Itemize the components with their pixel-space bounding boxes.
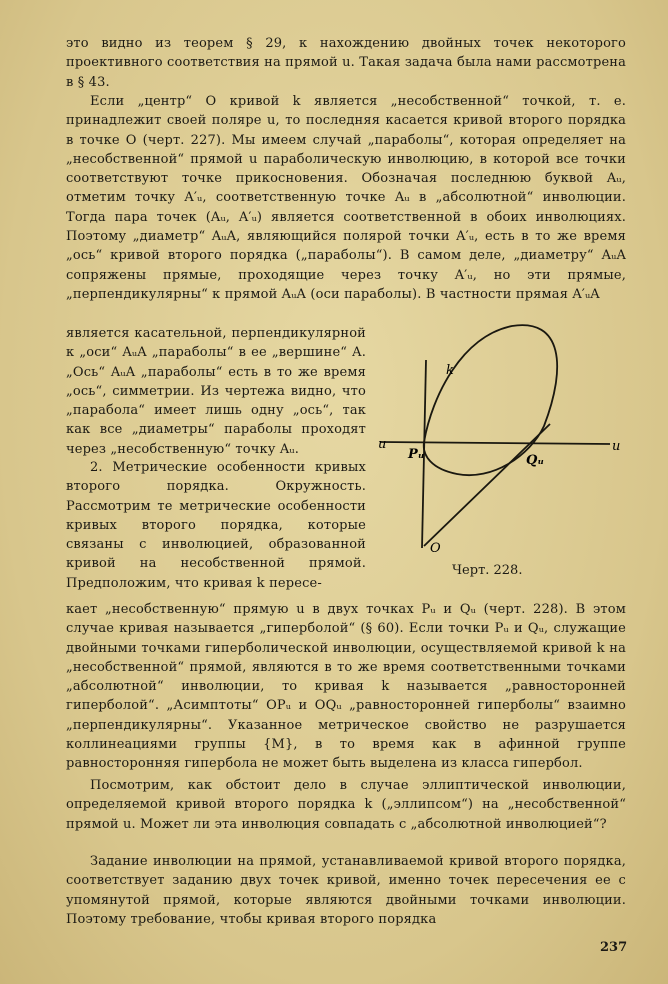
label-u-right: u bbox=[612, 439, 621, 454]
paragraph-7: Задание инволюции на прямой, устанавливаемой кривой второго порядка, соответствует заданию двух точек кривой, именно точек пересечения ее с упомянутой прямой, которые являются двойными точками инволюции. Поэтому требование, чтобы кривая второго порядка bbox=[66, 854, 626, 927]
paragraph-4: 2. Метрические особенности кривых второго порядка. Окружность. Рассмотрим те метрические особенности кривых второго порядка, которые связаны с инволюцией, образованной кривой на несобственной прямой. Предположим, что кривая k пересе- bbox=[66, 460, 366, 591]
page-number: 237 bbox=[600, 940, 628, 955]
paragraph-3: является касательной, перпендикулярной к „оси“ AᵤA „параболы“ в ее „вершине“ A. „Ось“ AᵤA „параболы“ есть в то же время „ось“, симметрии. Из чертежа видно, что „парабола“ имеет лишь одну „ось“, так как все „диаметры“ параболы проходят через „несобственную“ точку Aᵤ. bbox=[66, 326, 366, 457]
label-u-left: u bbox=[378, 437, 387, 452]
paragraph-2: Если „центр“ O кривой k является „несобственной“ точкой, т. е. принадлежит своей поляре u, то последняя касается кривой второго порядка в точке O (черт. 227). Мы имеем случай „параболы“, которая определяет на „несобственной“ прямой u параболическую инволюцию, в которой все точки соответствуют точке прикосновения. Обозначая последнюю буквой Aᵤ, отметим точку A′ᵤ, соответственную точке Aᵤ в „абсолютной“ инволюции. Тогда пара точек (Aᵤ, A′ᵤ) является соответственной в обоих инволюциях. Поэтому „диаметр“ AᵤA, являющийся полярой точки A′ᵤ, есть в то же время „ось“ кривой второго порядка („параболы“). В самом деле, „диаметру“ AᵤA сопряжены прямые, проходящие через точку A′ᵤ, но эти прямые, „перпендикулярны“ к прямой AᵤA (оси параболы). В частности прямая A′ᵤA bbox=[66, 94, 626, 302]
line-u bbox=[380, 442, 610, 444]
label-o: O bbox=[430, 541, 441, 556]
figure-228 bbox=[362, 306, 632, 596]
figure-caption: Черт. 228. bbox=[452, 563, 523, 578]
paragraph-6: Посмотрим, как обстоит дело в случае эллиптической инволюции, определяемой кривой второго порядка k („эллипсом“) на „несобственной“ прямой u. Может ли эта инволюция совпадать с „абсолютной инволюцией“? bbox=[66, 778, 626, 832]
label-k: k bbox=[446, 363, 454, 378]
label-p: Pᵤ bbox=[408, 447, 425, 462]
label-q: Qᵤ bbox=[526, 453, 545, 468]
paragraph-5: кает „несобственную“ прямую u в двух точках Pᵤ и Qᵤ (черт. 228). В этом случае кривая называется „гиперболой“ (§ 60). Если точки Pᵤ и Qᵤ, служащие двойными точками гиперболической инволюции, осуществляемой кривой k на „несобственной“ прямой, являются в то же время соответственными точками „абсолютной“ инволюции, то кривая k называется „равносторонней гиперболой“. „Асимптоты“ OPᵤ и OQᵤ „равносторонней гиперболы“ взаимно „перпендикулярны“. Указанное метрическое свойство не разрушается коллинеациями группы {M}, в то время как в афинной группе равносторонняя гипербола не может быть выделена из класса гипербол. bbox=[66, 602, 626, 772]
paragraph-1: это видно из теорем § 29, к нахождению двойных точек некоторого проективного соответствия на прямой u. Такая задача была нами рассмотрена в § 43. bbox=[66, 36, 626, 90]
